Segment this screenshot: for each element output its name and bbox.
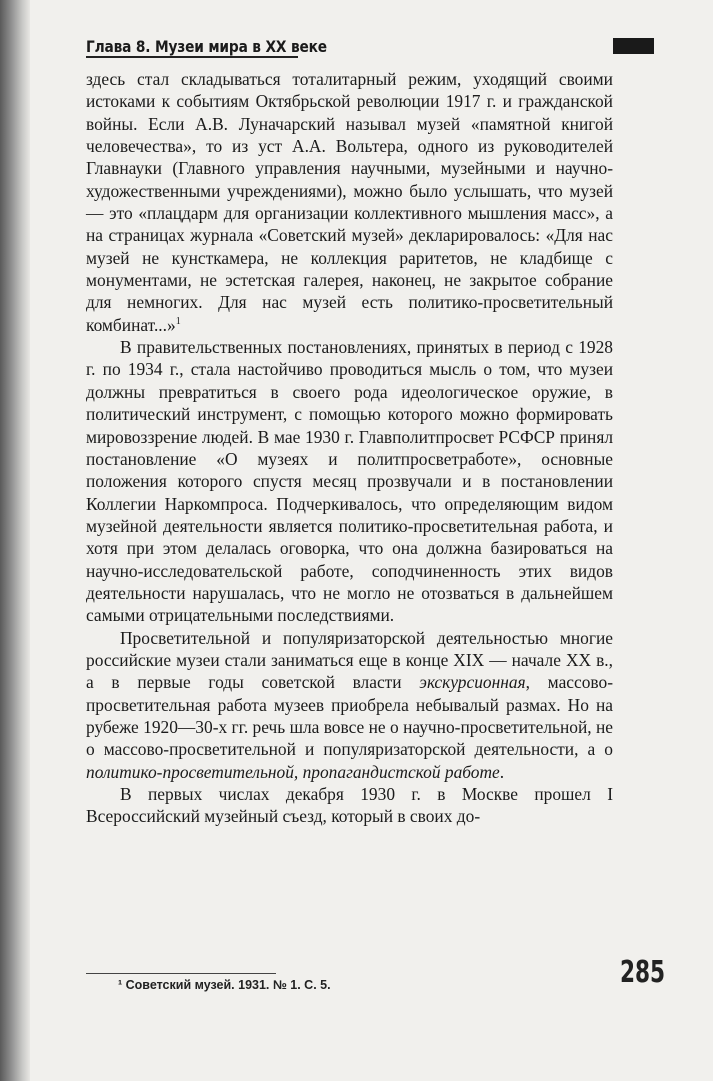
paragraph-1-text: здесь стал складываться тоталитарный режим, уходящий своими истоками к событиям Октябрьской революции 1917 г. и гражданской войны. Если А.В. Луначарский называл музей «памятной книгой человечества», то из уст А.А. Вольтера, одного из руководителей Главнауки (Главного управления научными, музейными и научно-художественными учреждениями), можно было услышать, что музей — это «плацдарм для организации коллективного мышления масс», а на страницах журнала «Советский музей» декларировалось: «Для нас музей не кунсткамера, не коллекция раритетов, не кладбище с монументами, не эстетская галерея, наконец, не закрытое собрание для немногих. Для нас музей есть политико-просветительный комбинат...» <box>86 69 613 335</box>
book-spine-shadow <box>0 0 30 1081</box>
paragraph-2: В правительственных постановлениях, принятых в период с 1928 г. по 1934 г., стала настойчиво проводиться мысль о том, что музеи должны превратиться в своего рода идеологическое оружие, в политический инструмент, с помощью которого можно формировать мировоззрение людей. В мае 1930 г. Главполитпросвет РСФСР принял постановление «О музеях и политпросветработе», основные положения которого спустя месяц прозвучали и в постановлении Коллегии Наркомпроса. Подчеркивалось, что определяющим видом музейной деятельности является политико-просветительная работа, и хотя при этом делалась оговорка, что она должна базироваться на научно-исследовательской работе, соподчиненность этих видов деятельности нарушалась, что не могло не отозваться в дальнейшем самыми отрицательными последствиями. <box>86 337 613 626</box>
running-header: Глава 8. Музеи мира в XX веке <box>86 37 327 56</box>
paragraph-3-emphasis-2: политико-просветительной, пропагандистской работе <box>86 761 500 782</box>
paragraph-3-part-c: . <box>499 761 505 782</box>
paragraph-1 <box>86 68 613 336</box>
footnote-ref: 1 <box>175 315 181 327</box>
footnote: ¹ Советский музей. 1931. № 1. С. 5. <box>118 978 331 992</box>
header-rule <box>86 56 298 58</box>
page-number: 285 <box>620 955 666 990</box>
paragraph-3-emphasis-1: экскурсионная <box>419 672 526 693</box>
paragraph-4: В первых числах декабря 1930 г. в Москве прошел I Всероссийский музейный съезд, который в своих до- <box>86 784 613 827</box>
paragraph-3-part-b: , массово-просветительная работа музеев приобрела небывалый размах. Но на рубеже 1920—30-х гг. речь шла вовсе не о научно-просветительной, не о массово-просветительной и популяризаторской деятельности, а о <box>86 672 613 760</box>
footnote-rule <box>86 973 276 974</box>
main-text <box>86 68 613 828</box>
paragraph-3-part-a: Просветительной и популяризаторской деятельностью многие российские музеи стали заниматься еще в конце XIX — начале XX в., а в первые годы советской власти <box>86 627 613 693</box>
paragraph-3 <box>86 627 613 783</box>
header-thumb-tab <box>613 38 654 54</box>
